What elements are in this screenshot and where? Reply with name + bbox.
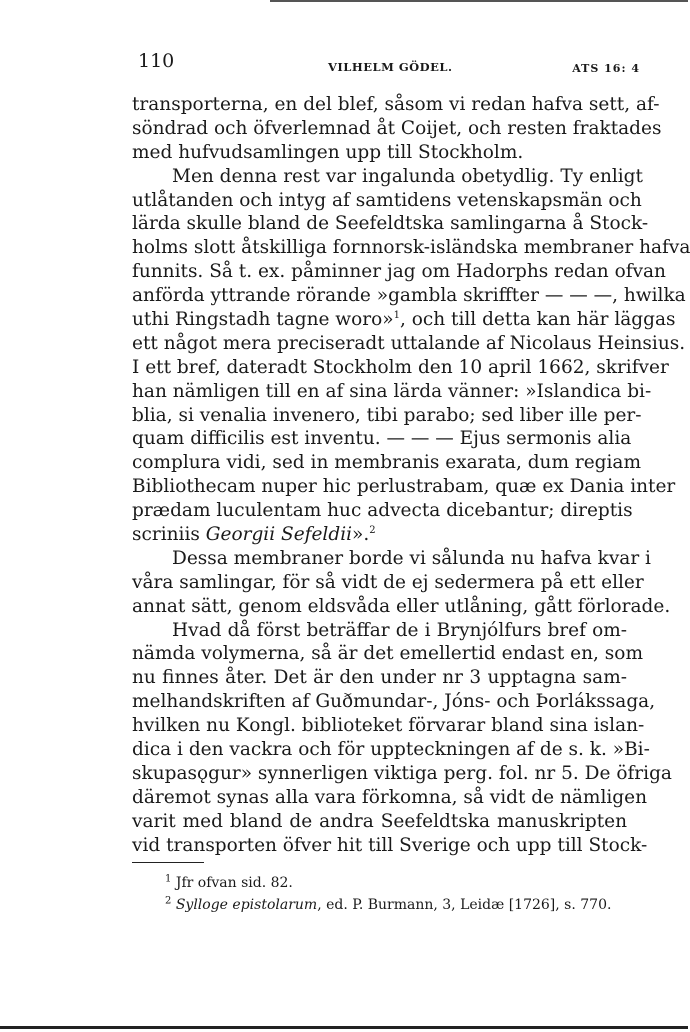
text-line: ett något mera preciseradt uttalande af Nicolaus Heinsius. xyxy=(132,332,686,354)
footnote-ref: 2 xyxy=(369,524,376,536)
footnote-ref: 1 xyxy=(393,309,400,321)
text-line: nämda volymerna, så är det emellertid endast en, som xyxy=(132,643,643,665)
text-line: varit med bland de andra Seefeldtska manuskripten xyxy=(132,810,627,832)
bottom-border xyxy=(0,1026,688,1029)
italic-name: Georgii Sefeldii xyxy=(205,524,353,546)
body-text xyxy=(132,93,690,858)
text-line: våra samlingar, för så vidt de ej sedermera på ett eller xyxy=(132,571,644,593)
text-line: anförda yttrande rörande »gambla skriffter — — —, hwilka xyxy=(132,285,686,307)
footnote-mark: 2 xyxy=(165,895,172,907)
text-line: söndrad och öfverlemnad åt Coijet, och resten fraktades xyxy=(132,117,662,139)
text-segment: ». xyxy=(352,524,370,546)
text-line: däremot synas alla vara förkomna, så vidt de nämligen xyxy=(132,786,647,808)
footnote-text: , ed. P. Burmann, 3, Leidæ [1726], s. 770. xyxy=(317,897,612,913)
text-line: prædam luculentam huc advecta dicebantur; direptis xyxy=(132,500,633,522)
footnote-mark: 1 xyxy=(165,873,172,885)
text-line: Hvad då först beträffar de i Brynjólfurs bref om- xyxy=(172,619,627,641)
text-line: skupasǫgur» synnerligen viktiga perg. fol. nr 5. De öfriga xyxy=(132,762,672,784)
text-line: vid transporten öfver hit till Sverige och upp till Stock- xyxy=(132,834,648,856)
text-line: Bibliothecam nuper hic perlustrabam, quæ ex Dania inter xyxy=(132,476,676,498)
text-line-with-footnote xyxy=(132,308,676,332)
text-line-with-footnote xyxy=(132,523,627,547)
text-segment: scriniis xyxy=(132,524,200,546)
text-line: med hufvudsamlingen upp till Stockholm. xyxy=(132,141,524,163)
text-line: blia, si venalia invenero, tibi parabo; sed liber ille per- xyxy=(132,404,642,426)
text-line: nu finnes åter. Det är den under nr 3 upptagna sam- xyxy=(132,667,627,689)
page-header xyxy=(138,50,640,78)
footnote-divider xyxy=(132,862,204,863)
footnote-text: Jfr ofvan sid. 82. xyxy=(175,875,293,891)
footnote xyxy=(165,894,625,916)
text-line: melhandskriften af Guðmundar-, Jóns- och Þorlákssaga, xyxy=(132,691,656,713)
text-line: Men denna rest var ingalunda obetydlig. Ty enligt xyxy=(172,165,643,187)
text-line: I ett bref, dateradt Stockholm den 10 april 1662, skrifver xyxy=(132,356,669,378)
text-line: han nämligen till en af sina lärda vänner: »Islandica bi- xyxy=(132,380,652,402)
printer-signature: ATS 16: 4 xyxy=(572,62,640,75)
text-line: annat sätt, genom eldsvåda eller utlåning, gått förlorade. xyxy=(132,595,671,617)
text-line: holms slott åtskilliga fornnorsk-isländska membraner hafva xyxy=(132,237,690,259)
text-line: lärda skulle bland de Seefeldtska samlingarna å Stock- xyxy=(132,213,649,235)
footnote-title: Sylloge epistolarum xyxy=(175,897,318,913)
text-line: funnits. Så t. ex. påminner jag om Hadorphs redan ofvan xyxy=(132,261,666,283)
running-head: VILHELM GÖDEL. xyxy=(328,60,453,74)
footnotes xyxy=(165,872,625,916)
text-line: utlåtanden och intyg af samtidens vetenskapsmän och xyxy=(132,189,642,211)
text-segment: uthi Ringstadh tagne woro» xyxy=(132,309,394,331)
footnote xyxy=(165,872,625,894)
text-segment: , och till detta kan här läggas xyxy=(399,309,676,331)
text-line: Dessa membraner borde vi sålunda nu hafva kvar i xyxy=(172,547,651,569)
text-line: hvilken nu Kongl. biblioteket förvarar bland sina islan- xyxy=(132,715,645,737)
text-line: dica i den vackra och för uppteckningen af de s. k. »Bi- xyxy=(132,739,650,761)
text-line: transporterna, en del blef, såsom vi redan hafva sett, af- xyxy=(132,94,660,115)
top-border xyxy=(270,0,688,2)
text-line: complura vidi, sed in membranis exarata, dum regiam xyxy=(132,452,642,474)
page-number: 110 xyxy=(138,50,175,72)
text-line: quam difficilis est inventu. — — — Ejus sermonis alia xyxy=(132,428,632,450)
